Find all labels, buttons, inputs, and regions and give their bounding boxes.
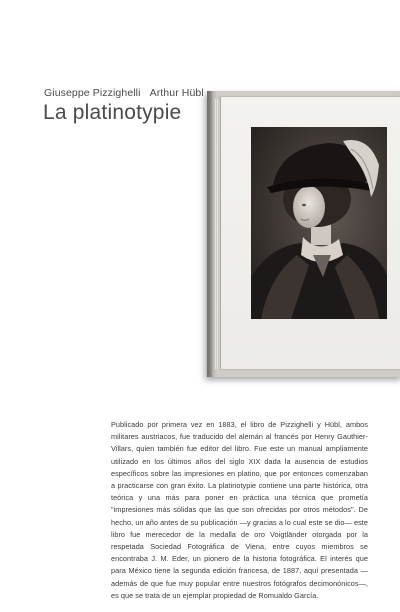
book-title: La platinotypie bbox=[43, 101, 182, 124]
author-hubl: Arthur Hübl bbox=[149, 87, 204, 99]
authors-line bbox=[44, 87, 204, 99]
paragraph-text: Publicado por primera vez en 1883, el libro de Pizzighelli y Hübl, ambos militares austriacos, fue traducido del alemán al francés por Henry Gauthier-Villars, quien también fue editor del libro. Fue este un manual ampliamente utilizado en los últimos años del siglo XIX dada la ausencia de estudios específicos sobre las impresiones en platino, que por entonces comenzaban a practicarse con gran éxito. La platinotypie contiene una parte histórica, otra teórica y una más para poner en práctica una técnica que prometía "impresiones más sólidas que las que son ofrecidas por otros métodos". De hecho, un año antes de su publicación —y gracias a lo cual este se dio— este libro fue merecedor de la medalla de oro Voigtländer otorgada por la respetada Sociedad Fotográfica de Viena, entre cuyos miembros se encontraba J. M. Eder, un pionero de la historia fotográfica. El interés que para México tiene la segunda edición francesa, de 1887, aquí presentada —además de que fue muy popular entre nuestros fotógrafos decimonónicos—, es que se trata de un ejemplar propiedad de Romualdo García. bbox=[111, 420, 368, 600]
book-photograph bbox=[207, 91, 400, 377]
author-pizzighelli: Giuseppe Pizzighelli bbox=[44, 87, 141, 99]
portrait-photograph-icon bbox=[251, 127, 387, 319]
body-paragraph bbox=[111, 419, 368, 602]
